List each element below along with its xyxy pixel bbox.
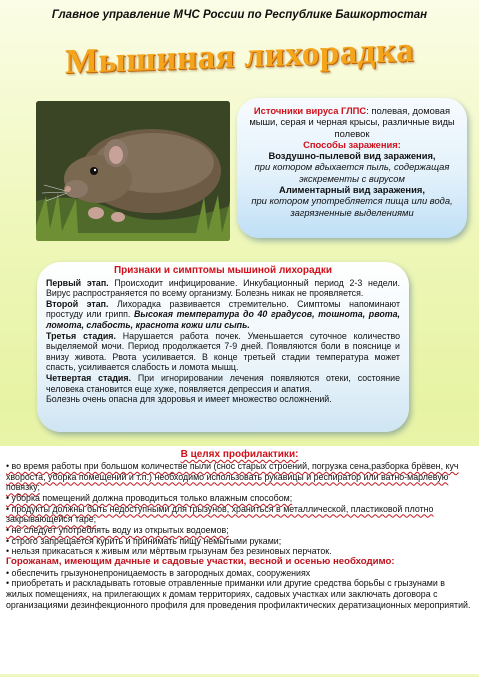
airborne-title: Воздушно-пылевой вид заражения,	[268, 150, 436, 162]
prevention-list	[6, 461, 472, 610]
stage-2	[46, 299, 400, 331]
stage-1-label: Первый этап.	[46, 277, 109, 288]
prevention-section	[0, 446, 479, 674]
airborne-text: при котором вдыхается пыль, содержащая экскременты с вирусом	[254, 161, 450, 184]
prevention-item: • не следует употреблять воду из открытых водоемов;	[6, 524, 229, 535]
sources-paragraph	[246, 105, 458, 139]
stage-2-emphasis: Высокая температура до 40 градусов, тошнота, рвота, ломота, слабость, краснота кожи или сыпь.	[46, 309, 400, 330]
symptoms-heading: Признаки и симптомы мышиной лихорадки	[113, 265, 333, 276]
page-title: Мышиная лихорадка	[64, 29, 415, 82]
stage-1	[46, 278, 400, 299]
rat-image	[36, 101, 230, 241]
stage-3-text: Нарушается работа почек. Уменьшается суточное количество выделяемой мочи. Период продолжается 7-9 дней. Появляются боли в пояснице и внизу живота. Рвота усиливается. В конце третьей стадии температура может спасть, усиливается слабость и ломота мышц.	[46, 330, 400, 373]
gardeners-item: • приобретать и раскладывать готовые отравленные приманки или другие средства борьбы с грызунами в жилых помещениях, на прилегающих к домам территориях, садовых участках или заключать договора с организациями дезинфекционного профиля для проведения профилактических дератизационных мероприятий.	[6, 578, 471, 610]
stage-4-text: При игнорировании лечения появляются отеки, состояние человека становится еще хуже, появляется депрессия и апатия.	[46, 372, 400, 394]
prevention-item: • строго запрещается курить и принимать пищу немытыми руками;	[6, 535, 282, 546]
prevention-item: • нельзя прикасаться к живым или мёртвым грызунам без резиновых перчаток.	[6, 546, 332, 557]
stage-1-text: Происходит инфицирование. Инкубационный период 2-3 недели. Вирус распространяется по всему организму. Болезнь никак не проявляется.	[46, 277, 400, 299]
sources-label: Источники вируса ГЛПС	[253, 105, 367, 116]
prevention-item: • во время работы при большом количестве пыли (снос старых строений, погрузка сена,разборка брёвен, куч хвороста, уборка помещений и т.п.) необходимо использовать рукавицы и респиратор или ватно-марлевую повязку;	[6, 461, 459, 493]
food-title: Алиментарный вид заражения,	[279, 184, 425, 196]
stage-4	[46, 373, 400, 394]
prevention-item: • уборка помещений должна проводиться только влажным способом;	[6, 492, 293, 503]
stage-2-label: Второй этап.	[46, 298, 109, 309]
stage-2-text: Лихорадка развивается стремительно. Симптомы напоминают простуду или грипп.	[46, 298, 400, 320]
virus-sources-panel	[237, 98, 467, 238]
sources-text: : полевая, домовая мыши, серая и черная крысы, различные виды полевок	[249, 105, 455, 139]
stage-3	[46, 331, 400, 373]
gardeners-item: • обеспечить грызунонепроницаемость в загородных домах, сооружениях	[6, 567, 311, 578]
food-text: при котором употребляется пища или вода, загрязненные выделениями	[251, 195, 453, 218]
header-organization: Главное управление МЧС России по Республике Башкортостан	[51, 9, 428, 21]
infection-heading: Способы заражения:	[303, 138, 401, 150]
prevention-heading: В целях профилактики:	[180, 449, 299, 460]
stage-4-label: Четвертая стадия.	[46, 372, 131, 383]
gardeners-heading: Горожанам, имеющим дачные и садовые участки, весной и осенью необходимо:	[6, 555, 395, 567]
stage-3-label: Третья стадия.	[46, 330, 116, 341]
symptoms-panel	[37, 262, 409, 432]
prevention-item: • продукты должны быть недоступными для грызунов, храниться в металлической, пластиковой плотно закрывающейся таре;	[6, 503, 434, 525]
rat-photo	[36, 101, 230, 241]
symptoms-conclusion: Болезнь очень опасна для здоровья и имеет множество осложнений.	[46, 394, 332, 405]
